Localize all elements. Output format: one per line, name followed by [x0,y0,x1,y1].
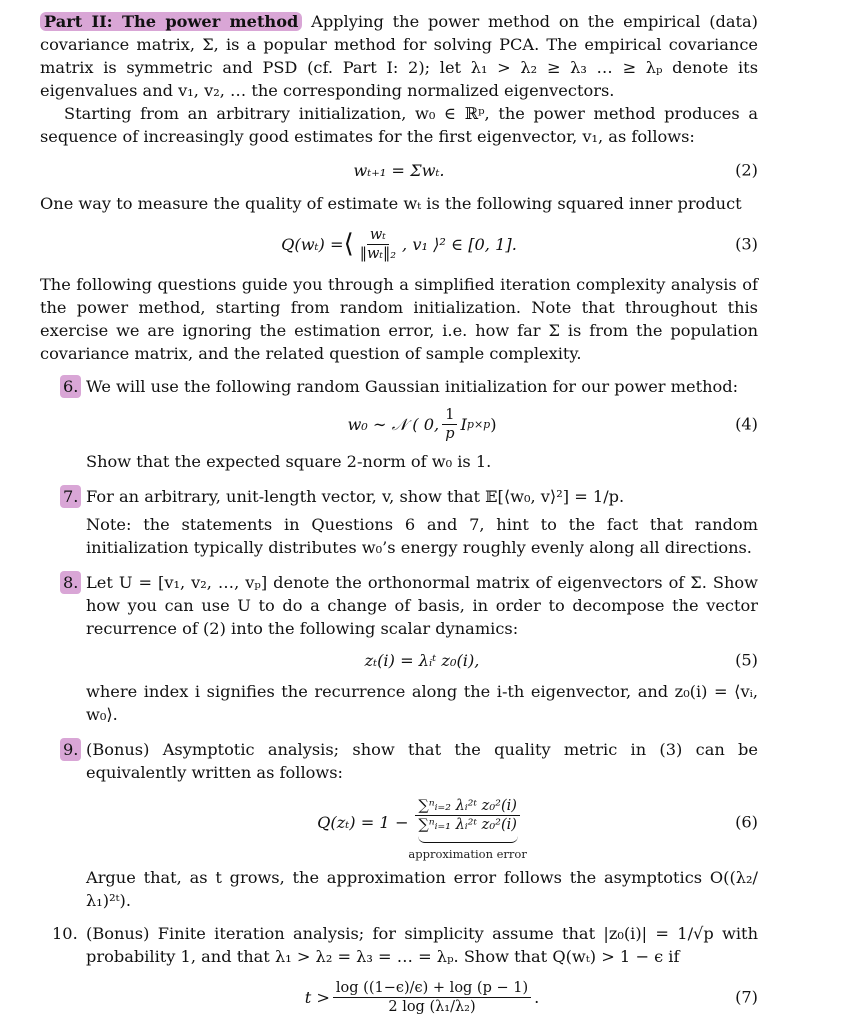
question-8 [40,571,758,726]
equation-6-fraction [415,797,520,834]
equation-7-fraction [333,979,531,1016]
question-8-after: where index i signifies the recurrence along the i-th eigenvector, and z₀(i) = ⟨vᵢ, w₀⟩. [86,682,758,724]
page [40,10,758,1026]
question-8-number: 8. [60,571,81,594]
question-6-text: We will use the following random Gaussian initialization for our power method: [86,377,739,396]
question-7-number: 7. [60,485,81,508]
intro-paragraph [40,10,758,102]
equation-6-frac-top: ∑ⁿᵢ₌₂ λᵢ²ᵗ z₀²(i) [415,797,520,816]
init-paragraph: Starting from an arbitrary initialization, w₀ ∈ ℝᵖ, the power method produces a sequence of increasingly good estimates for the first eigenvector, v₁, as follows: [40,104,758,146]
equation-7-frac-bottom: 2 log (λ₁/λ₂) [388,998,476,1015]
section-heading: Part II: The power method [40,12,302,31]
question-7 [40,485,758,559]
equation-4-fraction [442,406,457,443]
question-8-text: Let U = [v₁, v₂, …, vₚ] denote the orthonormal matrix of eigenvectors of Σ. Show how you can use U to do a change of basis, in order to decompose the vector recurrence of (2) into the following scalar dynamics: [86,573,758,638]
question-9-number: 9. [60,738,81,761]
equation-4 [86,398,758,450]
question-6-after: Show that the expected square 2-norm of w₀ is 1. [86,452,492,471]
equation-4-frac-bottom: p [445,425,455,442]
guide-paragraph: The following questions guide you through a simplified iteration complexity analysis of the power method, starting from random initialization. Note that throughout this exercise we are ignoring the estimation error, i.e. how far Σ is from the population covariance matrix, and the related question of sample complexity. [40,275,758,363]
equation-3-number: (3) [735,234,758,254]
equation-7-frac-top: log ((1−ϵ)/ϵ) + log (p − 1) [333,979,531,998]
question-9-after: Argue that, as t grows, the approximation error follows the asymptotics O((λ₂/λ₁)²ᵗ). [86,868,758,910]
equation-4-frac-top: 1 [442,406,457,425]
equation-2-body: wₜ₊₁ = Σwₜ. [353,160,445,180]
equation-3-open: ⟨ [343,229,354,259]
question-6 [40,375,758,473]
equation-2-number: (2) [735,160,758,180]
question-10 [40,922,758,1026]
question-10-number: 10. [52,924,78,943]
equation-7 [86,968,758,1026]
equation-3-lhs: Q(wₜ) = [281,234,344,254]
equation-3-rhs: , v₁ ⟩² ∈ [0, 1]. [402,234,517,254]
equation-5-body: zₜ(i) = λᵢᵗ z₀(i), [364,650,480,670]
quality-paragraph: One way to measure the quality of estimate wₜ is the following squared inner product [40,194,742,213]
equation-4-close: ) [490,414,497,434]
equation-6-frac-bottom: ∑ⁿᵢ₌₁ λᵢ²ᵗ z₀²(i) [418,816,517,833]
question-9-text: (Bonus) Asymptotic analysis; show that the quality metric in (3) can be equivalently written as follows: [86,740,758,782]
equation-6-braced [408,797,526,866]
question-10-text: (Bonus) Finite iteration analysis; for simplicity assume that |z₀(i)| = 1/√p with probability 1, and that λ₁ > λ₂ = λ₃ = … = λₚ. Show that Q(wₜ) > 1 − ϵ if [86,924,758,966]
equation-3-frac-top: wₜ [367,226,389,245]
equation-4-rhs: I [460,414,467,434]
equation-6 [86,784,758,860]
brace-label: approximation error [408,846,527,861]
equation-5-number: (5) [735,650,758,670]
equation-3-fraction [357,226,399,263]
question-6-number: 6. [60,375,81,398]
equation-7-number: (7) [735,987,758,1007]
equation-6-lhs: Q(zₜ) = 1 − [317,812,409,832]
intro-text: Applying the power method on the empirical (data) covariance matrix, Σ, is a popular method for solving PCA. The empirical covariance matrix is symmetric and PSD (cf. Part I: 2); let λ₁ > λ₂ ≥ λ₃ … ≥ λₚ denote its eigenvalues and v₁, v₂, … the corresponding normalized eigenvectors. [40,12,758,100]
question-7-note: Note: the statements in Questions 6 and 7, hint to the fact that random initialization typically distributes w₀’s energy roughly evenly along all directions. [86,515,758,557]
equation-3 [40,215,758,273]
question-9 [40,738,758,912]
equation-2 [40,148,758,192]
equation-7-rhs: . [534,987,540,1007]
equation-3-frac-bottom: ‖wₜ‖₂ [359,245,397,262]
equation-4-number: (4) [735,414,758,434]
equation-4-lhs: w₀ ∼ 𝒩 ( 0, [347,414,440,434]
question-7-text: For an arbitrary, unit-length vector, v, show that 𝔼[⟨w₀, v⟩²] = 1/p. [86,487,625,506]
underbrace [418,836,518,843]
equation-6-number: (6) [735,812,758,832]
equation-7-lhs: t > [304,987,330,1007]
equation-5 [86,640,758,680]
equation-4-rhs-sub: p×p [466,417,491,431]
